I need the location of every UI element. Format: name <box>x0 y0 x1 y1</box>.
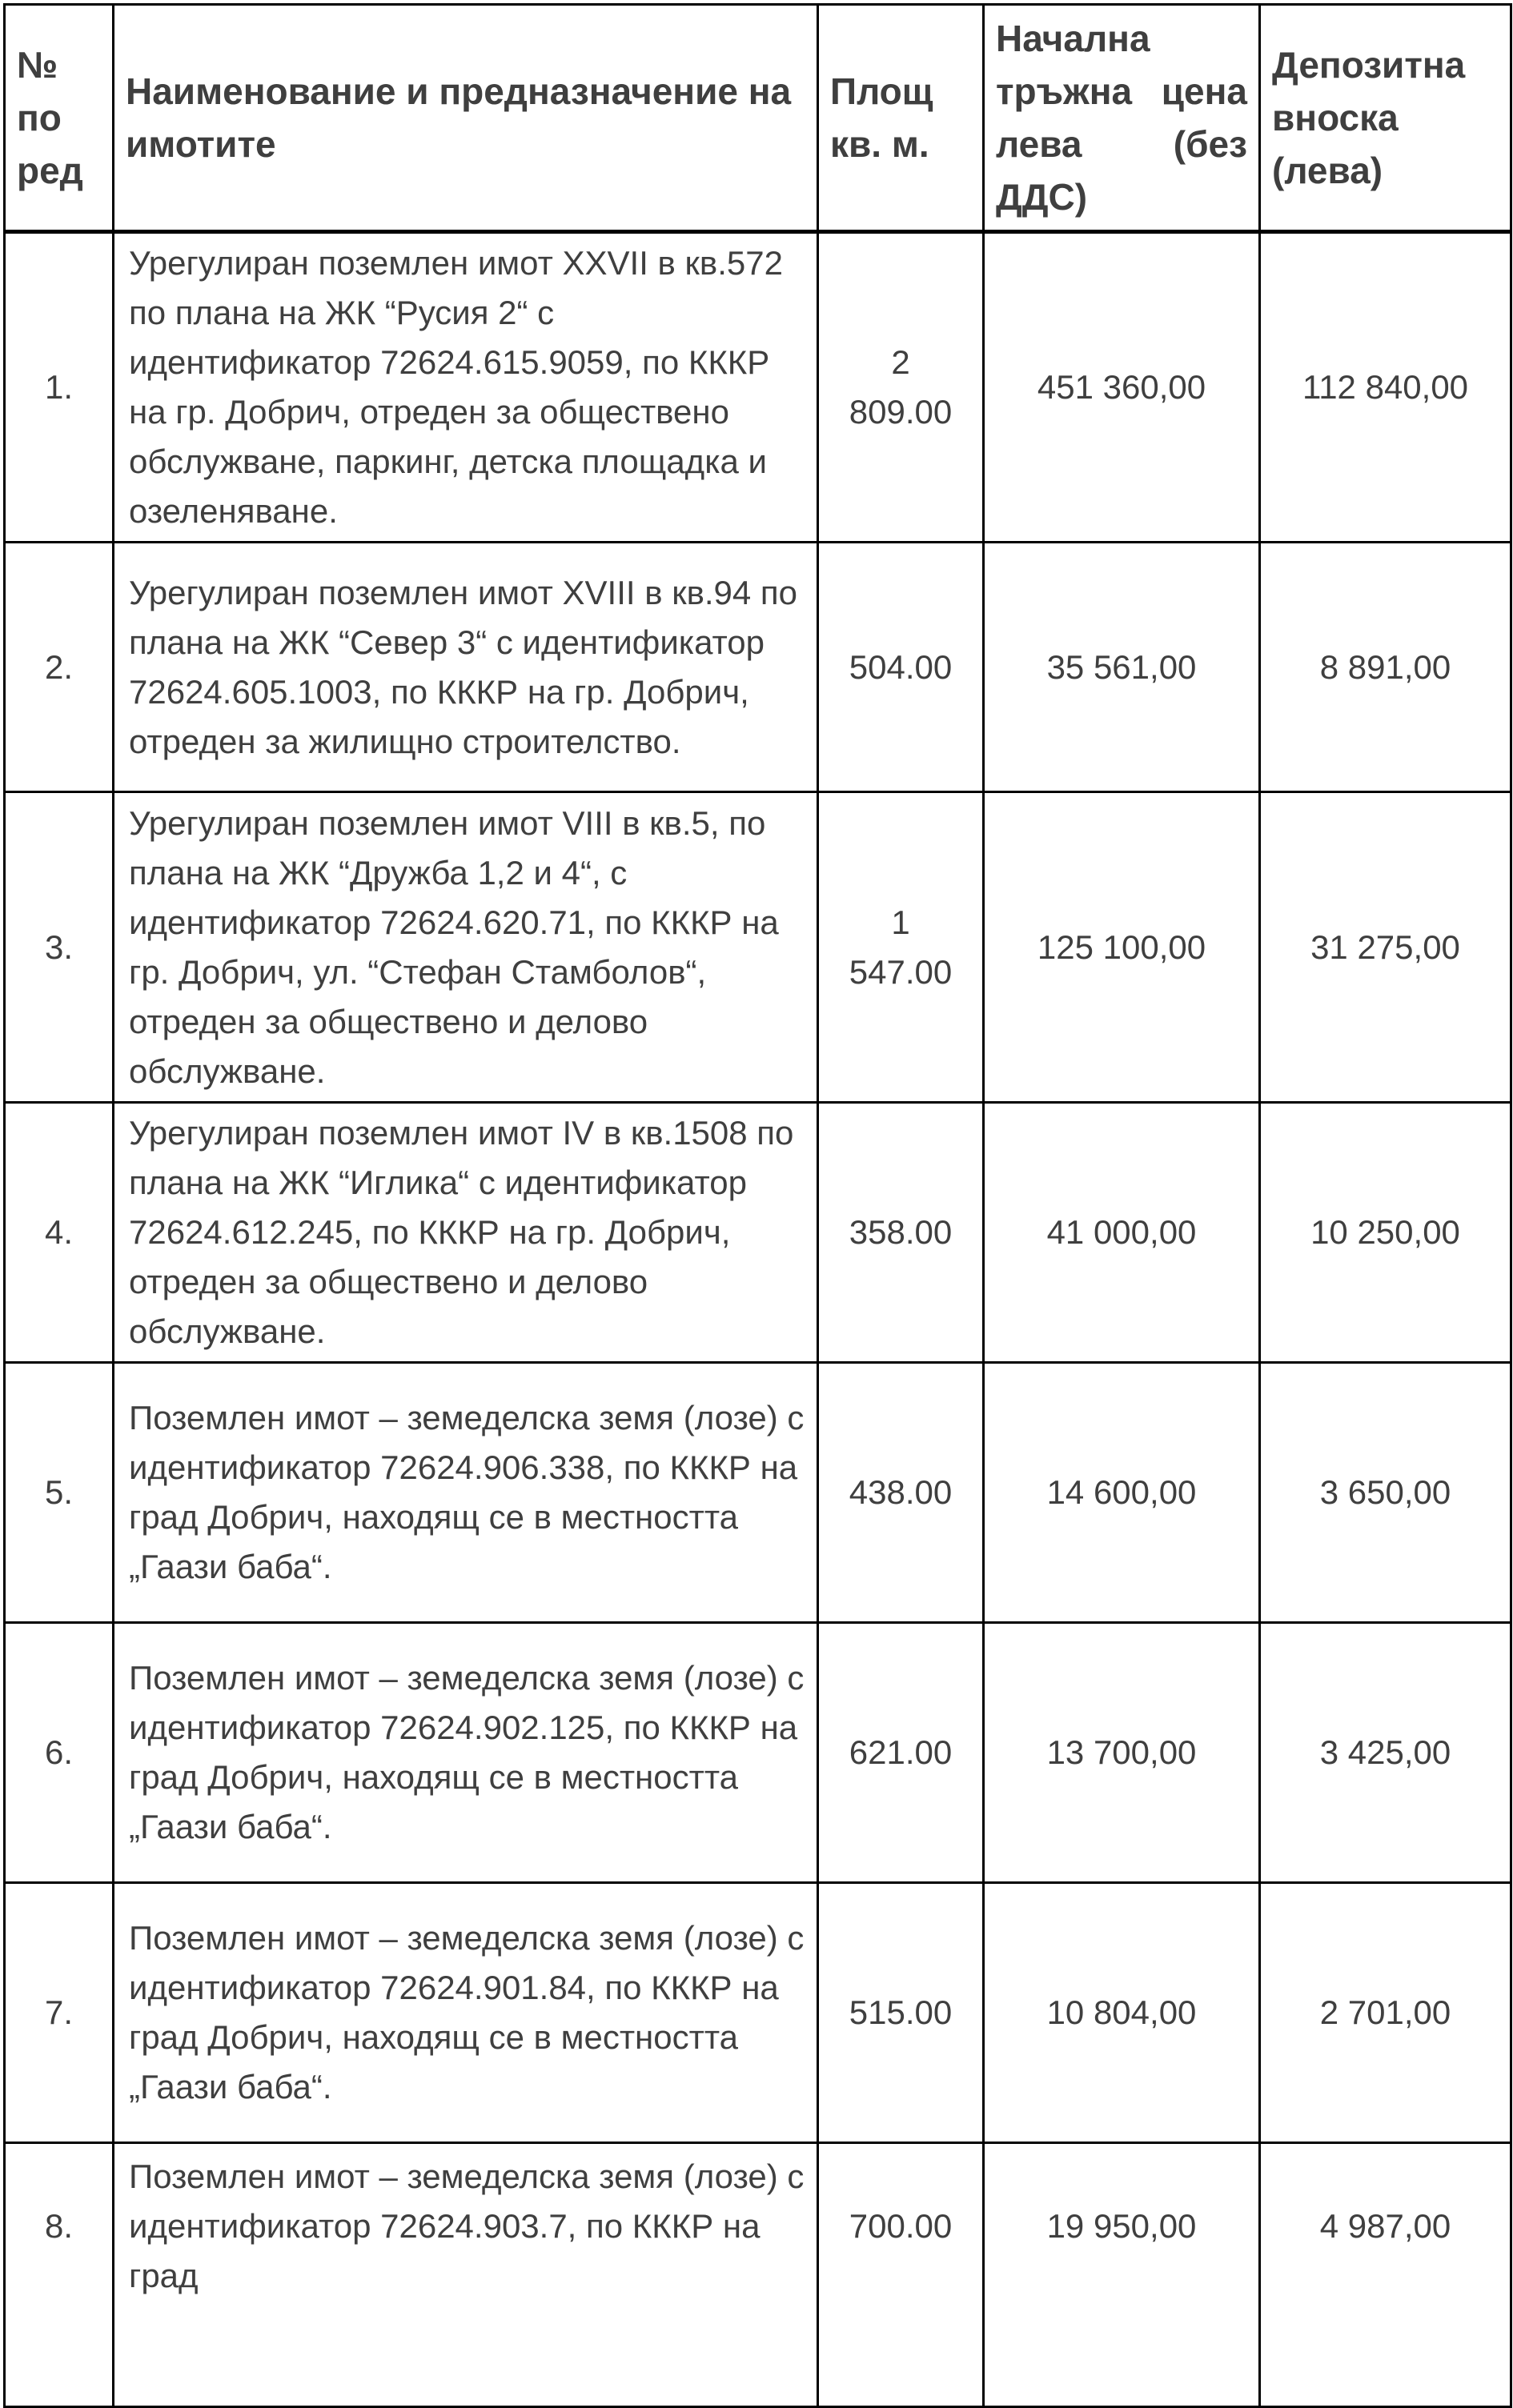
cell-area: 358.00 <box>818 1103 984 1363</box>
cell-area: 2 809.00 <box>818 232 984 543</box>
column-header-area: Площ кв. м. <box>818 5 984 232</box>
table-header <box>5 5 1511 232</box>
table-row <box>5 1103 1511 1363</box>
cell-property-description: Урегулиран поземлен имот XVIII в кв.94 по плана на ЖК “Север 3“ с идентификатор 72624.605.1003, по КККР на гр. Добрич, отреден за жилищно строителство. <box>114 543 818 792</box>
cell-deposit: 3 425,00 <box>1260 1623 1511 1883</box>
cell-start-price: 451 360,00 <box>984 232 1260 543</box>
cell-property-description: Урегулиран поземлен имот VIII в кв.5, по плана на ЖК “Дружба 1,2 и 4“, с идентификатор 72624.620.71, по КККР на гр. Добрич, ул. “Стефан Стамболов“, отреден за обществено и делово обслужване. <box>114 792 818 1103</box>
cell-area: 621.00 <box>818 1623 984 1883</box>
properties-auction-table <box>3 3 1512 2408</box>
cell-area: 1 547.00 <box>818 792 984 1103</box>
cell-area: 515.00 <box>818 1883 984 2143</box>
cell-start-price: 41 000,00 <box>984 1103 1260 1363</box>
cell-row-number: 3. <box>5 792 114 1103</box>
column-header-deposit: Депозитна вноска (лева) <box>1260 5 1511 232</box>
cell-start-price: 19 950,00 <box>984 2143 1260 2407</box>
table-row <box>5 792 1511 1103</box>
cell-start-price: 10 804,00 <box>984 1883 1260 2143</box>
cell-deposit: 112 840,00 <box>1260 232 1511 543</box>
cell-row-number: 4. <box>5 1103 114 1363</box>
cell-deposit: 31 275,00 <box>1260 792 1511 1103</box>
cell-deposit: 3 650,00 <box>1260 1363 1511 1623</box>
cell-row-number: 8. <box>5 2143 114 2407</box>
table-header-row <box>5 5 1511 232</box>
table-body <box>5 232 1511 2407</box>
cell-start-price: 14 600,00 <box>984 1363 1260 1623</box>
table-row <box>5 1363 1511 1623</box>
table-row <box>5 1883 1511 2143</box>
cell-property-description: Поземлен имот – земеделска земя (лозе) с идентификатор 72624.902.125, по КККР на град Добрич, находящ се в местността „Гаази баба“. <box>114 1623 818 1883</box>
cell-deposit: 2 701,00 <box>1260 1883 1511 2143</box>
cell-start-price: 125 100,00 <box>984 792 1260 1103</box>
cell-property-description: Поземлен имот – земеделска земя (лозе) с идентификатор 72624.903.7, по КККР на град <box>114 2143 818 2407</box>
cell-property-description: Поземлен имот – земеделска земя (лозе) с идентификатор 72624.901.84, по КККР на град Добрич, находящ се в местността „Гаази баба“. <box>114 1883 818 2143</box>
cell-property-description: Урегулиран поземлен имот IV в кв.1508 по плана на ЖК “Иглика“ с идентификатор 72624.612.245, по КККР на гр. Добрич, отреден за обществено и делово обслужване. <box>114 1103 818 1363</box>
cell-row-number: 5. <box>5 1363 114 1623</box>
table-row <box>5 2143 1511 2407</box>
cell-area: 700.00 <box>818 2143 984 2407</box>
cell-area: 504.00 <box>818 543 984 792</box>
column-header-start-price: Начална тръжна цена лева (без ДДС) <box>984 5 1260 232</box>
cell-start-price: 13 700,00 <box>984 1623 1260 1883</box>
cell-deposit: 10 250,00 <box>1260 1103 1511 1363</box>
cell-row-number: 2. <box>5 543 114 792</box>
cell-deposit: 4 987,00 <box>1260 2143 1511 2407</box>
table-row <box>5 232 1511 543</box>
cell-start-price: 35 561,00 <box>984 543 1260 792</box>
table-row <box>5 1623 1511 1883</box>
table-row <box>5 543 1511 792</box>
column-header-row-number: № по ред <box>5 5 114 232</box>
cell-deposit: 8 891,00 <box>1260 543 1511 792</box>
cell-row-number: 1. <box>5 232 114 543</box>
cell-area: 438.00 <box>818 1363 984 1623</box>
cell-property-description: Поземлен имот – земеделска земя (лозе) с идентификатор 72624.906.338, по КККР на град Добрич, находящ се в местността „Гаази баба“. <box>114 1363 818 1623</box>
cell-property-description: Урегулиран поземлен имот XXVII в кв.572 по плана на ЖК “Русия 2“ с идентификатор 72624.615.9059, по КККР на гр. Добрич, отреден за обществено обслужване, паркинг, детска площадка и озеленяване. <box>114 232 818 543</box>
cell-row-number: 6. <box>5 1623 114 1883</box>
column-header-description: Наименование и предназначение на имотите <box>114 5 818 232</box>
cell-row-number: 7. <box>5 1883 114 2143</box>
